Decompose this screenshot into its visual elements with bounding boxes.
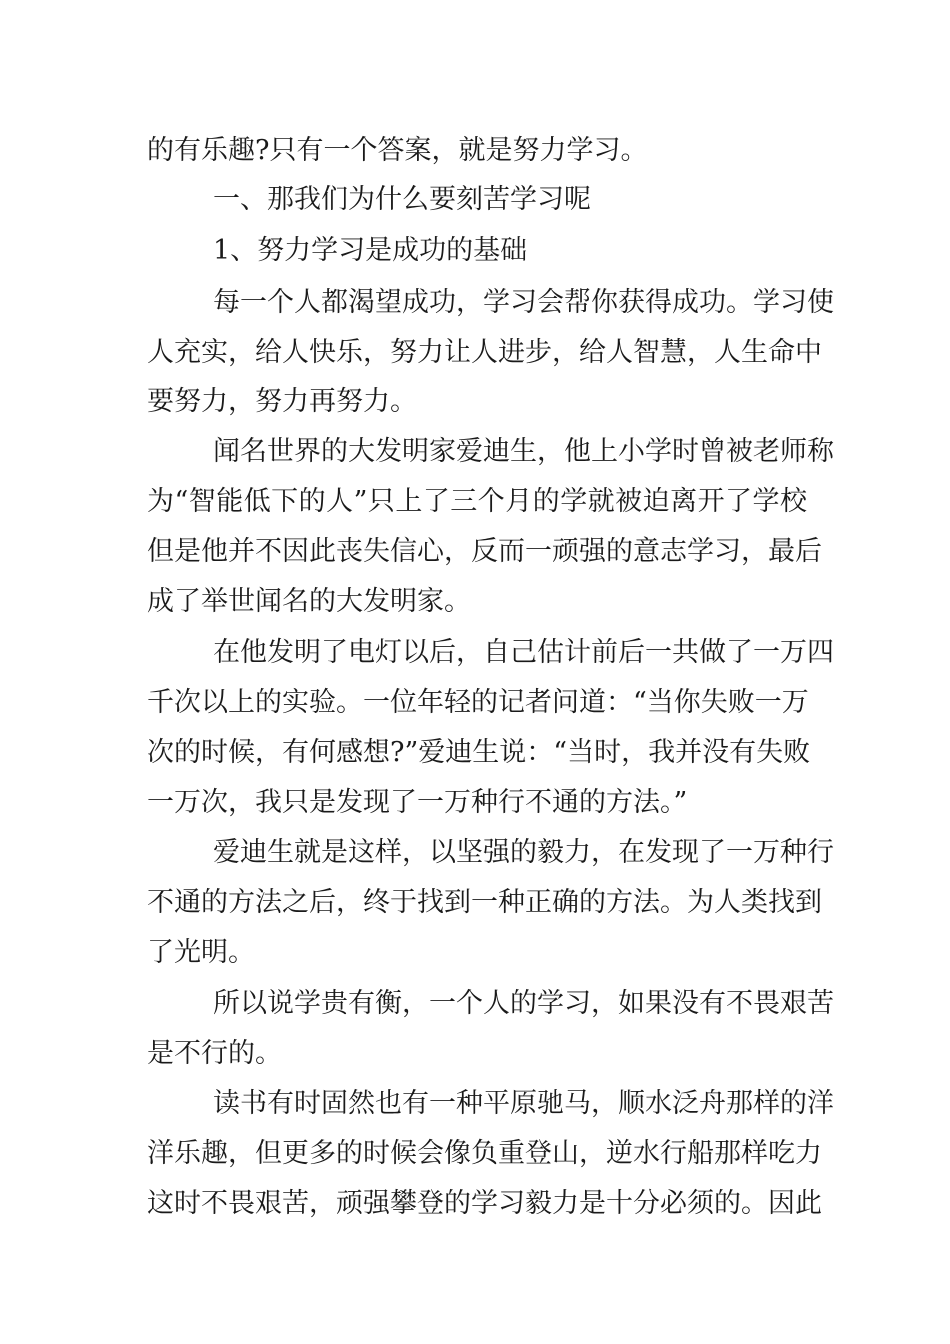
paragraph-line: 是不行的。	[147, 1038, 282, 1069]
section-heading: 一、那我们为什么要刻苦学习呢	[213, 184, 591, 215]
paragraph-line: 为“智能低下的人”只上了三个月的学就被迫离开了学校	[147, 486, 807, 517]
paragraph-line: 人充实，给人快乐，努力让人进步，给人智慧，人生命中	[147, 337, 822, 368]
paragraph-line: 一万次，我只是发现了一万种行不通的方法。”	[147, 787, 688, 818]
paragraph-line: 所以说学贵有衡，一个人的学习，如果没有不畏艰苦	[213, 988, 834, 1019]
paragraph-line: 但是他并不因此丧失信心，反而一顽强的意志学习，最后	[147, 536, 822, 567]
paragraph-line: 在他发明了电灯以后，自己估计前后一共做了一万四	[213, 637, 834, 668]
paragraph-line: 爱迪生就是这样，以坚强的毅力，在发现了一万种行	[213, 837, 834, 868]
paragraph-line: 每一个人都渴望成功，学习会帮你获得成功。学习使	[213, 287, 834, 318]
paragraph-line: 不通的方法之后，终于找到一种正确的方法。为人类找到	[147, 887, 822, 918]
paragraph-line: 闻名世界的大发明家爱迪生，他上小学时曾被老师称	[213, 436, 834, 467]
subsection-heading: 1、努力学习是成功的基础	[213, 235, 528, 266]
paragraph-line: 读书有时固然也有一种平原驰马，顺水泛舟那样的洋	[213, 1088, 834, 1119]
paragraph-line: 次的时候，有何感想?”爱迪生说：“当时，我并没有失败	[147, 737, 811, 768]
paragraph-line: 成了举世闻名的大发明家。	[147, 586, 471, 617]
paragraph-line: 千次以上的实验。一位年轻的记者问道：“当你失败一万	[147, 687, 809, 718]
paragraph-line: 洋乐趣，但更多的时候会像负重登山，逆水行船那样吃力	[147, 1138, 822, 1169]
paragraph-line: 这时不畏艰苦，顽强攀登的学习毅力是十分必须的。因此	[147, 1188, 822, 1219]
paragraph-line: 了光明。	[147, 937, 255, 968]
paragraph-line: 要努力，努力再努力。	[147, 386, 417, 417]
paragraph-line: 的有乐趣?只有一个答案，就是努力学习。	[147, 135, 648, 166]
